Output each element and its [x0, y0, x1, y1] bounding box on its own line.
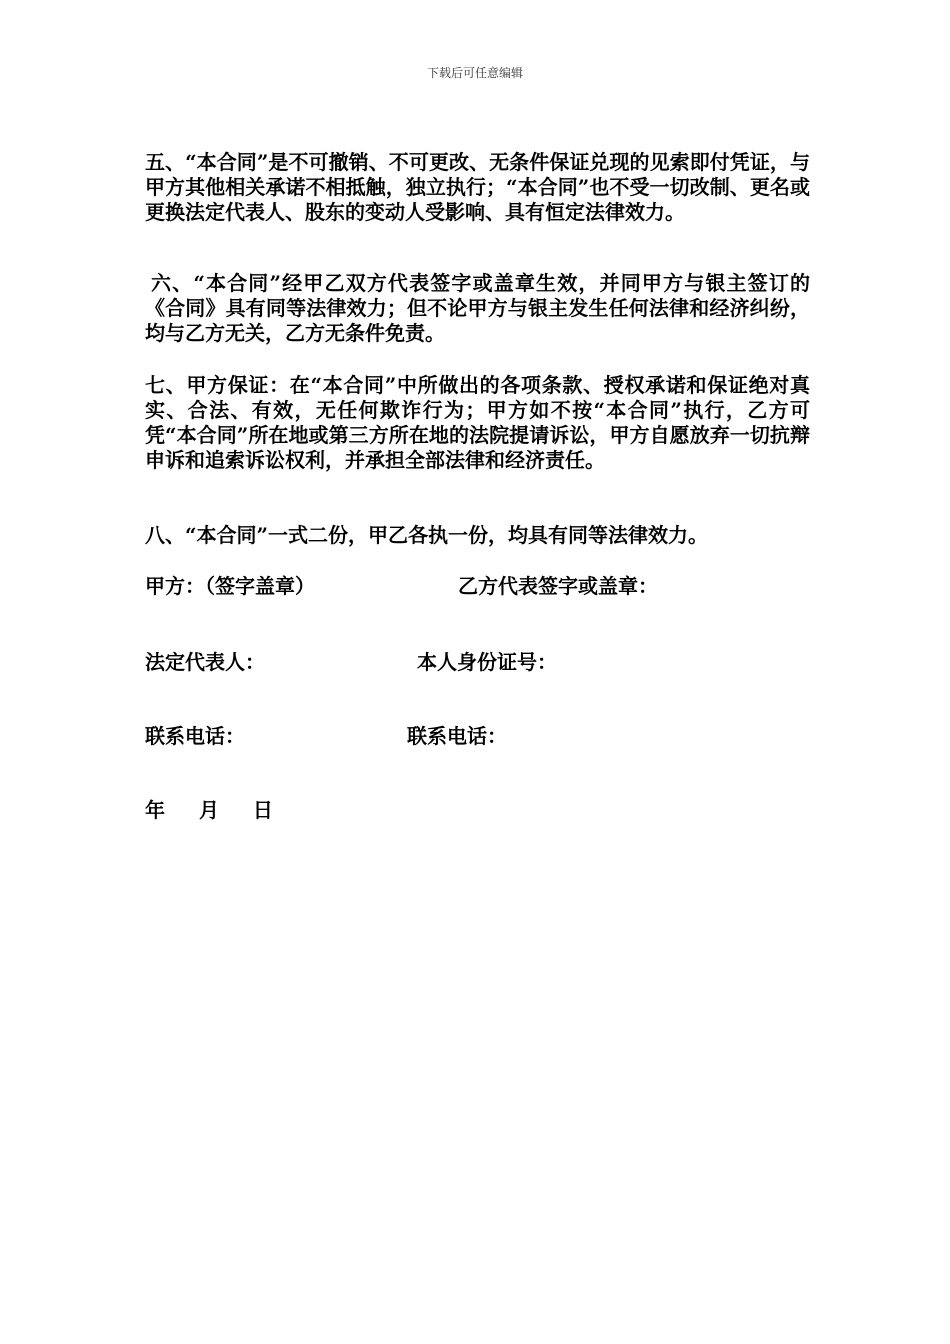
party-a-signature-label: 甲方：（签字盖章）: [145, 574, 315, 598]
clause-6: 六、“本合同”经甲乙双方代表签字或盖章生效，并同甲方与银主签订的《合同》具有同等法律效力；但不论甲方与银主发生任何法律和经济纠纷，均与乙方无关，乙方无条件免责。: [145, 271, 810, 345]
party-b-phone-label: 联系电话：: [407, 724, 507, 748]
date-year-label: 年: [145, 798, 165, 822]
id-number-label: 本人身份证号：: [417, 650, 557, 674]
date-line: [145, 798, 273, 823]
clause-7: 七、甲方保证：在“本合同”中所做出的各项条款、授权承诺和保证绝对真实、合法、有效，无任何欺诈行为；甲方如不按“本合同”执行，乙方可凭“本合同”所在地或第三方所在地的法院提请诉讼，甲方自愿放弃一切抗辩申诉和追索诉讼权利，并承担全部法律和经济责任。: [145, 373, 810, 472]
date-day-label: 日: [252, 798, 273, 822]
party-a-phone-label: 联系电话：: [145, 724, 245, 748]
clause-5: 五、“本合同”是不可撤销、不可更改、无条件保证兑现的见索即付凭证，与甲方其他相关承诺不相抵触，独立执行；“本合同”也不受一切改制、更名或更换法定代表人、股东的变动人受影响、具有恒定法律效力。: [145, 150, 810, 224]
date-month-label: 月: [198, 798, 219, 822]
clause-8: 八、“本合同”一式二份，甲乙各执一份，均具有同等法律效力。: [145, 523, 709, 547]
legal-representative-label: 法定代表人：: [145, 650, 265, 674]
page-header-note: 下载后可任意编辑: [426, 66, 523, 80]
party-b-signature-label: 乙方代表签字或盖章：: [458, 574, 658, 598]
